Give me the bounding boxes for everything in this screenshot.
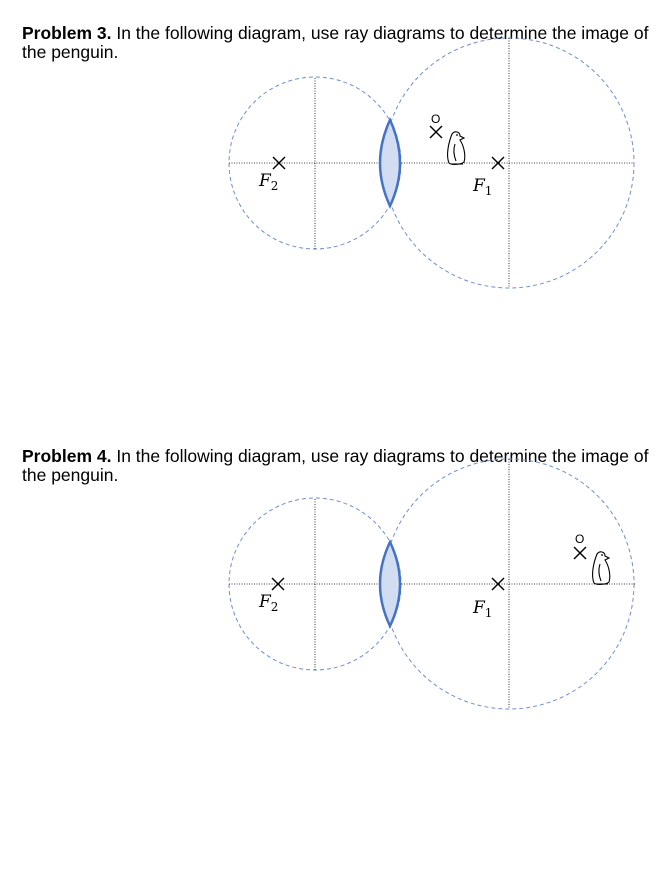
penguin-icon	[448, 132, 465, 165]
problem-4-diagram	[0, 483, 667, 783]
focal-label-f1: $F_1$	[473, 176, 493, 198]
object-label: O	[431, 112, 441, 126]
penguin-icon	[593, 552, 610, 585]
converging-lens	[380, 542, 400, 626]
problem-4-statement	[22, 447, 652, 485]
converging-lens	[380, 120, 400, 206]
focal-label-f2: $F_2$	[259, 592, 279, 614]
problem-4-text: In the following diagram, use ray diagrams to determine the image of the penguin.	[22, 446, 649, 485]
problem-3-text: In the following diagram, use ray diagrams to determine the image of the penguin.	[22, 23, 649, 62]
object-marker	[574, 547, 586, 559]
object-label: O	[575, 532, 585, 546]
focal-label-f2: $F_2$	[259, 171, 279, 193]
focal-label-f1: $F_1$	[473, 598, 493, 620]
problem-3-number: Problem 3.	[22, 23, 112, 43]
problem-3-statement	[22, 24, 652, 62]
problem-3-diagram	[0, 60, 667, 360]
problem-4-number: Problem 4.	[22, 446, 112, 466]
object-marker	[430, 126, 442, 138]
